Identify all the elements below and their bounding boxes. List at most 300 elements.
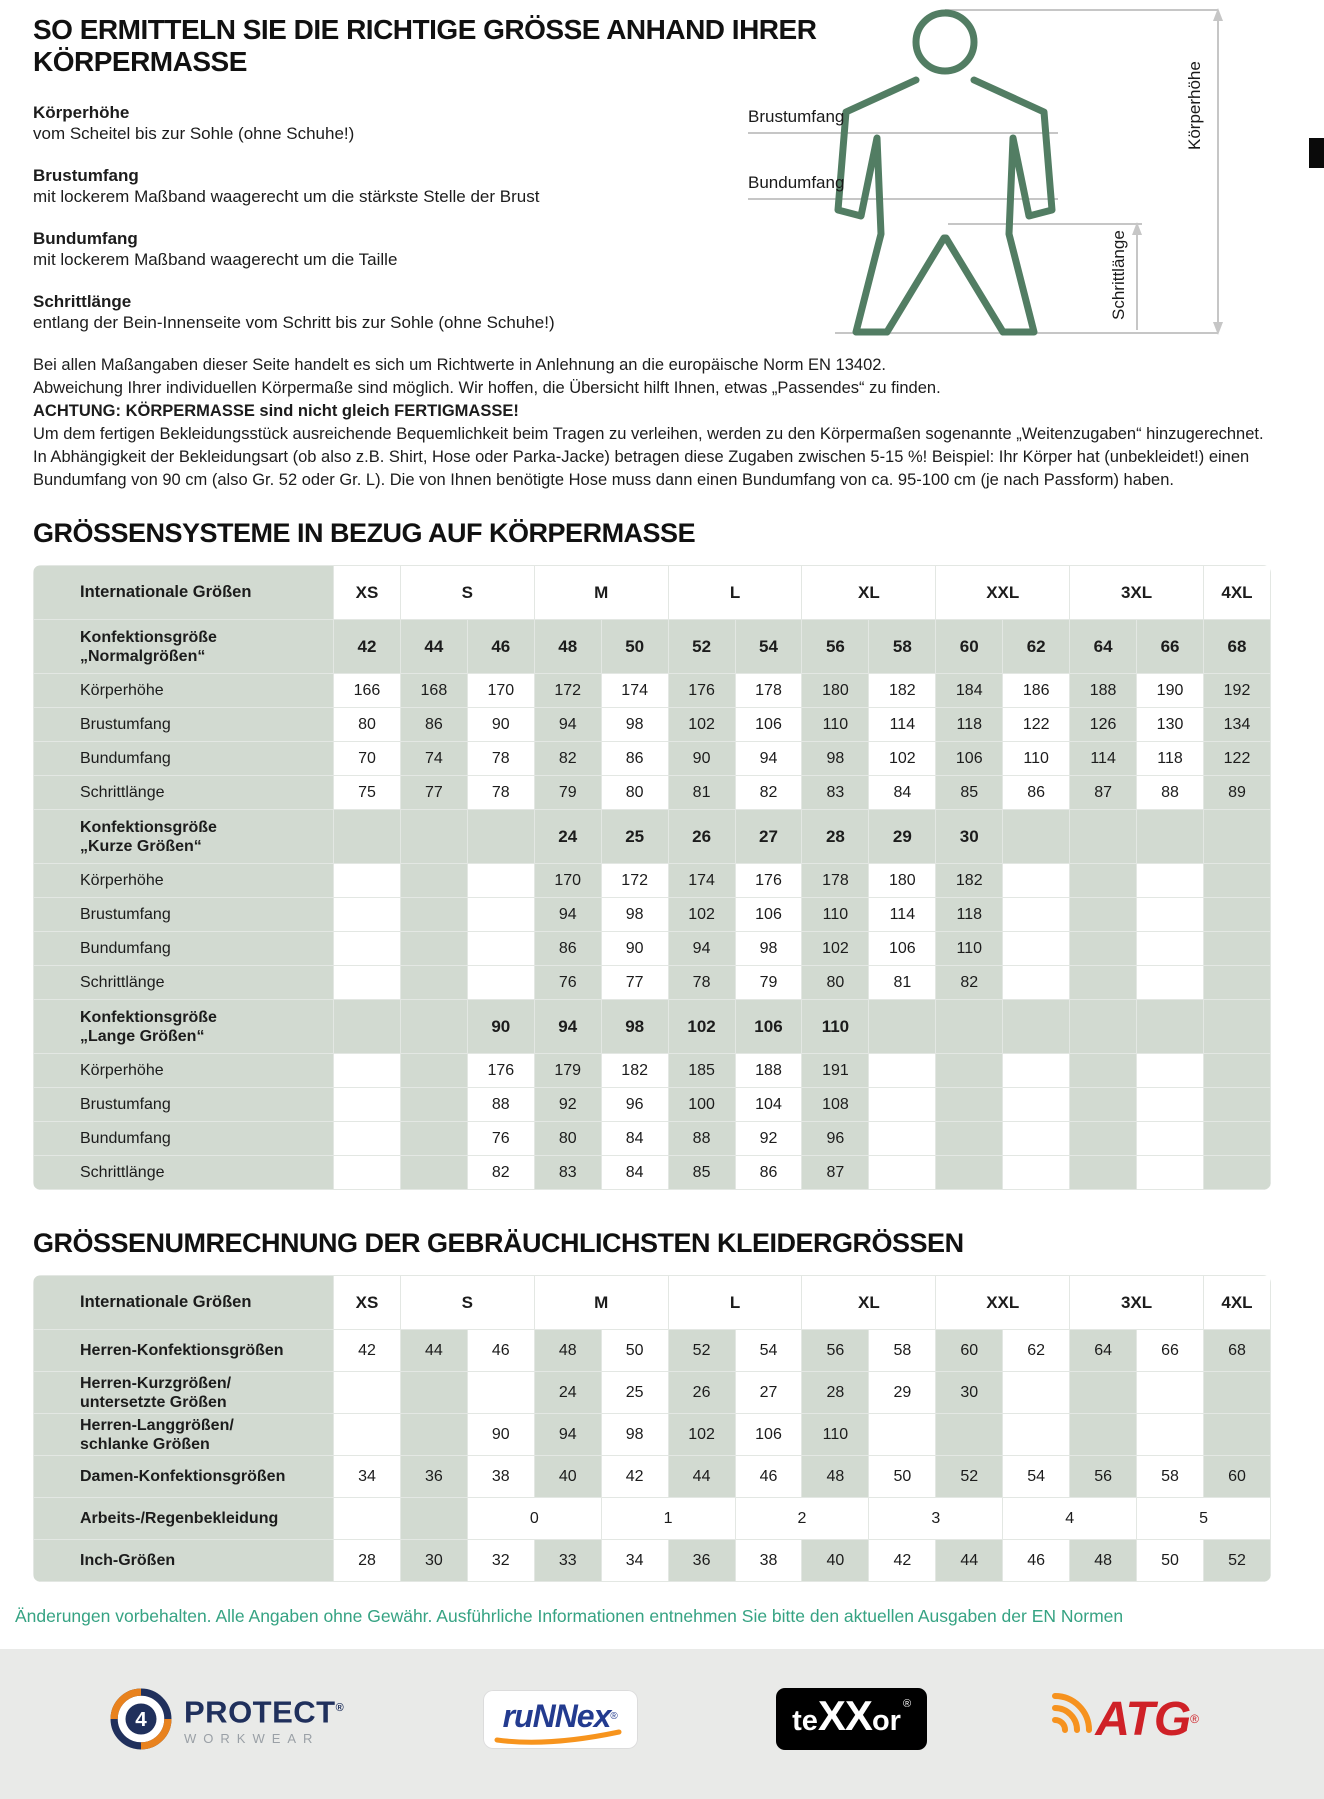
size-cell <box>1070 1156 1137 1190</box>
size-cell: 191 <box>802 1054 869 1088</box>
size-cell: 24 <box>534 1372 601 1414</box>
size-cell: 184 <box>936 674 1003 708</box>
size-cell: 106 <box>936 742 1003 776</box>
size-cell <box>1203 810 1270 864</box>
size-cell: 26 <box>668 810 735 864</box>
size-group-header: 4XL <box>1203 566 1270 620</box>
size-cell <box>334 864 401 898</box>
size-cell: 84 <box>601 1122 668 1156</box>
label-bundumfang: Bundumfang <box>748 173 845 192</box>
size-cell: 58 <box>1137 1456 1204 1498</box>
size-cell: 48 <box>534 1330 601 1372</box>
size-cell <box>936 1054 1003 1088</box>
size-cell: 68 <box>1203 620 1270 674</box>
size-cell: 102 <box>869 742 936 776</box>
size-cell: 110 <box>936 932 1003 966</box>
size-cell: 102 <box>668 1000 735 1054</box>
size-cell <box>936 1088 1003 1122</box>
size-cell: 90 <box>467 1414 534 1456</box>
size-cell <box>334 932 401 966</box>
size-cell: 38 <box>467 1456 534 1498</box>
size-cell: 40 <box>802 1540 869 1582</box>
size-cell <box>400 1414 467 1456</box>
registered-icon: ® <box>335 1702 345 1715</box>
size-cell: 122 <box>1203 742 1270 776</box>
size-cell: 90 <box>467 1000 534 1054</box>
size-cell: 24 <box>534 810 601 864</box>
size-cell <box>400 966 467 1000</box>
size-cell: 98 <box>735 932 802 966</box>
size-cell: 182 <box>601 1054 668 1088</box>
size-cell <box>1203 864 1270 898</box>
size-cell: 77 <box>400 776 467 810</box>
size-cell <box>467 810 534 864</box>
size-cell: 75 <box>334 776 401 810</box>
size-cell <box>1070 1414 1137 1456</box>
size-cell: 86 <box>735 1156 802 1190</box>
size-cell <box>1137 1414 1204 1456</box>
size-cell: 62 <box>1003 620 1070 674</box>
size-cell: 34 <box>601 1540 668 1582</box>
note-line: Abweichung Ihrer individuellen Körpermaße sind möglich. Wir hoffen, die Übersicht hilft Ihnen, etwas „Passendes“ zu finden. <box>33 379 941 397</box>
size-cell: 190 <box>1137 674 1204 708</box>
size-cell: 110 <box>802 1414 869 1456</box>
size-group-header: 3XL <box>1070 1276 1204 1330</box>
size-cell: 180 <box>869 864 936 898</box>
atg-arcs-icon <box>1047 1674 1111 1734</box>
size-group-header: M <box>534 566 668 620</box>
size-cell: 83 <box>534 1156 601 1190</box>
size-cell <box>869 1088 936 1122</box>
size-cell <box>1203 1088 1270 1122</box>
page-edge-tab <box>1309 138 1324 168</box>
size-cell <box>1137 1088 1204 1122</box>
size-cell: 98 <box>601 1414 668 1456</box>
size-cell <box>334 1088 401 1122</box>
size-cell <box>1003 1000 1070 1054</box>
size-cell: 106 <box>869 932 936 966</box>
size-cell: 30 <box>936 810 1003 864</box>
size-cell <box>400 898 467 932</box>
measure-desc: mit lockerem Maßband waagerecht um die Taille <box>33 250 398 269</box>
size-cell: 4 <box>1003 1498 1137 1540</box>
size-cell: 1 <box>601 1498 735 1540</box>
size-cell <box>1203 1122 1270 1156</box>
row-label: Arbeits-/Regenbekleidung <box>34 1498 334 1540</box>
size-cell <box>400 1000 467 1054</box>
row-label: Schrittlänge <box>34 776 334 810</box>
size-cell: 46 <box>1003 1540 1070 1582</box>
size-cell: 96 <box>802 1122 869 1156</box>
size-cell: 186 <box>1003 674 1070 708</box>
size-cell <box>1070 1088 1137 1122</box>
size-cell: 185 <box>668 1054 735 1088</box>
size-cell: 118 <box>936 898 1003 932</box>
size-cell <box>334 898 401 932</box>
size-cell <box>1070 1000 1137 1054</box>
size-cell <box>400 1054 467 1088</box>
size-cell: 85 <box>668 1156 735 1190</box>
size-cell: 102 <box>668 1414 735 1456</box>
size-table-title: GRÖSSENSYSTEME IN BEZUG AUF KÖRPERMASSE <box>33 518 696 548</box>
row-label: Herren-Konfektionsgrößen <box>34 1330 334 1372</box>
size-cell <box>1003 1054 1070 1088</box>
size-cell: 36 <box>668 1540 735 1582</box>
size-cell: 66 <box>1137 1330 1204 1372</box>
row-label: Körperhöhe <box>34 1054 334 1088</box>
size-cell: 110 <box>802 898 869 932</box>
size-cell: 134 <box>1203 708 1270 742</box>
size-cell: 78 <box>467 742 534 776</box>
size-cell <box>1070 1122 1137 1156</box>
size-cell: 172 <box>534 674 601 708</box>
row-label: Brustumfang <box>34 1088 334 1122</box>
table-corner-label: Internationale Größen <box>34 566 334 620</box>
size-cell: 44 <box>400 1330 467 1372</box>
row-label: Schrittlänge <box>34 1156 334 1190</box>
size-cell: 172 <box>601 864 668 898</box>
size-cell: 0 <box>467 1498 601 1540</box>
size-cell: 33 <box>534 1540 601 1582</box>
size-cell: 182 <box>936 864 1003 898</box>
size-cell: 62 <box>1003 1330 1070 1372</box>
size-cell <box>1070 1054 1137 1088</box>
size-group-header: 4XL <box>1203 1276 1270 1330</box>
size-cell: 114 <box>869 898 936 932</box>
size-cell <box>1003 1372 1070 1414</box>
size-cell: 90 <box>467 708 534 742</box>
size-cell <box>1003 864 1070 898</box>
size-cell: 54 <box>735 1330 802 1372</box>
size-cell: 52 <box>668 620 735 674</box>
size-cell: 102 <box>668 708 735 742</box>
logo-atg <box>1065 1692 1199 1747</box>
size-group-header: L <box>668 1276 802 1330</box>
row-label: Damen-Konfektionsgrößen <box>34 1456 334 1498</box>
size-group-header: 3XL <box>1070 566 1204 620</box>
size-cell: 86 <box>601 742 668 776</box>
note-line: Um dem fertigen Bekleidungsstück ausreichende Bequemlichkeit beim Tragen zu verleihen, werden zu den Körpermaßen sogenannte „Weitenzugaben“ hinzugerechnet. <box>33 425 1264 443</box>
size-cell: 106 <box>735 898 802 932</box>
size-cell <box>400 1498 467 1540</box>
size-cell: 188 <box>735 1054 802 1088</box>
measure-term: Bundumfang <box>33 229 138 248</box>
size-cell: 98 <box>601 898 668 932</box>
size-cell: 32 <box>467 1540 534 1582</box>
row-label: Bundumfang <box>34 932 334 966</box>
size-cell: 88 <box>467 1088 534 1122</box>
size-cell: 114 <box>869 708 936 742</box>
size-cell <box>1137 1156 1204 1190</box>
protect-badge-number: 4 <box>135 1708 147 1732</box>
size-cell <box>467 898 534 932</box>
size-cell <box>1137 810 1204 864</box>
size-cell: 58 <box>869 620 936 674</box>
row-label: Inch-Größen <box>34 1540 334 1582</box>
size-group-header: XXL <box>936 1276 1070 1330</box>
size-cell <box>1070 810 1137 864</box>
logo-protect <box>110 1688 344 1750</box>
size-group-header: XL <box>802 566 936 620</box>
size-cell: 50 <box>601 620 668 674</box>
size-cell: 88 <box>1137 776 1204 810</box>
size-cell: 174 <box>668 864 735 898</box>
size-cell: 102 <box>668 898 735 932</box>
size-cell: 30 <box>400 1540 467 1582</box>
size-cell <box>1203 1054 1270 1088</box>
size-cell: 44 <box>936 1540 1003 1582</box>
size-cell <box>400 1156 467 1190</box>
size-group-header: XS <box>334 1276 401 1330</box>
size-cell: 98 <box>601 1000 668 1054</box>
disclaimer: Änderungen vorbehalten. Alle Angaben ohne Gewähr. Ausführliche Informationen entnehmen Sie bitte den aktuellen Ausgaben der EN Normen <box>15 1606 1124 1626</box>
size-cell <box>1137 864 1204 898</box>
size-cell <box>400 1088 467 1122</box>
size-cell: 118 <box>1137 742 1204 776</box>
size-cell: 106 <box>735 1000 802 1054</box>
size-cell: 46 <box>467 1330 534 1372</box>
size-cell: 52 <box>668 1330 735 1372</box>
note-line: Bundumfang von 90 cm (also Gr. 52 oder Gr. L). Die von Ihnen benötigte Hose muss dann einen Bundumfang von ca. 95-100 cm (je nach Passform) haben. <box>33 471 1174 489</box>
size-cell: 80 <box>534 1122 601 1156</box>
size-cell: 170 <box>534 864 601 898</box>
size-group-header: L <box>668 566 802 620</box>
size-cell: 42 <box>869 1540 936 1582</box>
size-cell <box>869 1000 936 1054</box>
size-cell: 89 <box>1203 776 1270 810</box>
conversion-table-wrap <box>33 1275 1271 1582</box>
size-cell: 88 <box>668 1122 735 1156</box>
size-cell: 25 <box>601 1372 668 1414</box>
size-cell <box>1070 898 1137 932</box>
size-cell: 90 <box>668 742 735 776</box>
size-cell: 28 <box>802 1372 869 1414</box>
size-cell: 52 <box>1203 1540 1270 1582</box>
runnex-wordmark: ruNNex <box>502 1697 611 1734</box>
size-cell: 82 <box>735 776 802 810</box>
size-cell: 68 <box>1203 1330 1270 1372</box>
size-cell: 170 <box>467 674 534 708</box>
size-cell <box>334 1000 401 1054</box>
size-cell: 44 <box>400 620 467 674</box>
row-label: Brustumfang <box>34 708 334 742</box>
size-conversion-table <box>33 1275 1271 1582</box>
size-cell: 28 <box>334 1540 401 1582</box>
label-brustumfang: Brustumfang <box>748 107 845 126</box>
texxor-wordmark: te <box>792 1705 818 1737</box>
size-cell <box>1003 1414 1070 1456</box>
logo-runnex <box>483 1690 638 1749</box>
row-label: Konfektionsgröße „Kurze Größen“ <box>34 810 334 864</box>
size-cell: 5 <box>1137 1498 1271 1540</box>
size-cell: 50 <box>1137 1540 1204 1582</box>
size-cell <box>936 1156 1003 1190</box>
size-cell: 76 <box>534 966 601 1000</box>
size-cell <box>334 966 401 1000</box>
size-group-header: S <box>400 1276 534 1330</box>
size-cell <box>467 932 534 966</box>
size-table-wrap <box>33 565 1271 1190</box>
row-label: Bundumfang <box>34 1122 334 1156</box>
size-cell: 56 <box>802 1330 869 1372</box>
size-cell: 58 <box>869 1330 936 1372</box>
size-cell <box>334 1498 401 1540</box>
conversion-table-title: GRÖSSENUMRECHNUNG DER GEBRÄUCHLICHSTEN KLEIDERGRÖSSEN <box>33 1228 964 1258</box>
size-cell <box>467 966 534 1000</box>
size-cell: 27 <box>735 810 802 864</box>
size-cell: 76 <box>467 1122 534 1156</box>
size-cell: 56 <box>802 620 869 674</box>
size-cell: 86 <box>534 932 601 966</box>
size-cell <box>1137 932 1204 966</box>
size-cell: 52 <box>936 1456 1003 1498</box>
protect-wordmark: PROTECT® <box>184 1694 345 1730</box>
size-cell: 34 <box>334 1456 401 1498</box>
protect-subtitle: WORKWEAR <box>184 1730 320 1746</box>
size-cell <box>1003 898 1070 932</box>
size-cell <box>400 810 467 864</box>
measure-term: Körperhöhe <box>33 103 130 122</box>
size-cell: 50 <box>601 1330 668 1372</box>
size-cell: 56 <box>1070 1456 1137 1498</box>
size-cell: 114 <box>1070 742 1137 776</box>
size-cell: 54 <box>735 620 802 674</box>
size-cell: 180 <box>802 674 869 708</box>
size-cell: 26 <box>668 1372 735 1414</box>
size-cell: 108 <box>802 1088 869 1122</box>
size-cell: 94 <box>534 1000 601 1054</box>
size-cell: 92 <box>735 1122 802 1156</box>
size-cell: 178 <box>735 674 802 708</box>
size-cell: 176 <box>668 674 735 708</box>
size-cell: 122 <box>1003 708 1070 742</box>
measure-desc: entlang der Bein-Innenseite vom Schritt bis zur Sohle (ohne Schuhe!) <box>33 313 555 332</box>
size-systems-table <box>33 565 1271 1190</box>
size-cell <box>334 1054 401 1088</box>
size-cell: 44 <box>668 1456 735 1498</box>
size-cell: 98 <box>802 742 869 776</box>
size-cell: 192 <box>1203 674 1270 708</box>
size-cell <box>1003 1122 1070 1156</box>
label-koerperhoehe: Körperhöhe <box>1185 61 1204 150</box>
measure-desc: mit lockerem Maßband waagerecht um die stärkste Stelle der Brust <box>33 187 540 206</box>
size-cell <box>1137 1372 1204 1414</box>
size-cell: 46 <box>467 620 534 674</box>
size-cell <box>400 932 467 966</box>
size-cell: 77 <box>601 966 668 1000</box>
size-cell <box>1203 932 1270 966</box>
size-cell: 110 <box>802 708 869 742</box>
size-cell: 126 <box>1070 708 1137 742</box>
size-cell <box>936 1000 1003 1054</box>
size-cell: 79 <box>534 776 601 810</box>
size-cell: 110 <box>802 1000 869 1054</box>
size-cell: 78 <box>668 966 735 1000</box>
size-cell <box>936 1122 1003 1156</box>
size-cell: 54 <box>1003 1456 1070 1498</box>
size-cell: 48 <box>534 620 601 674</box>
table-corner-label: Internationale Größen <box>34 1276 334 1330</box>
size-cell <box>1137 966 1204 1000</box>
size-cell: 42 <box>334 620 401 674</box>
size-cell: 46 <box>735 1456 802 1498</box>
size-cell: 79 <box>735 966 802 1000</box>
size-cell: 87 <box>1070 776 1137 810</box>
intro-note <box>33 354 1271 492</box>
size-cell <box>400 1122 467 1156</box>
size-cell <box>400 1372 467 1414</box>
registered-icon: ® <box>610 1710 618 1722</box>
measure-desc: vom Scheitel bis zur Sohle (ohne Schuhe!) <box>33 124 355 143</box>
row-label: Konfektionsgröße „Normalgrößen“ <box>34 620 334 674</box>
size-cell: 176 <box>467 1054 534 1088</box>
size-cell: 81 <box>668 776 735 810</box>
size-cell <box>1003 966 1070 1000</box>
logo-texxor: te XX or ® <box>776 1688 927 1750</box>
size-cell: 100 <box>668 1088 735 1122</box>
size-cell <box>1203 1414 1270 1456</box>
size-cell: 87 <box>802 1156 869 1190</box>
row-label: Körperhöhe <box>34 674 334 708</box>
size-cell <box>1203 1156 1270 1190</box>
size-cell: 102 <box>802 932 869 966</box>
size-cell <box>334 810 401 864</box>
note-line: Bei allen Maßangaben dieser Seite handelt es sich um Richtwerte in Anlehnung an die europäische Norm EN 13402. <box>33 356 887 374</box>
size-cell <box>1203 898 1270 932</box>
registered-icon: ® <box>1190 1712 1199 1726</box>
size-cell: 176 <box>735 864 802 898</box>
size-cell: 188 <box>1070 674 1137 708</box>
size-cell: 80 <box>601 776 668 810</box>
size-cell: 84 <box>601 1156 668 1190</box>
measure-term: Brustumfang <box>33 166 139 185</box>
size-cell: 27 <box>735 1372 802 1414</box>
size-cell: 94 <box>668 932 735 966</box>
size-cell <box>1003 932 1070 966</box>
size-group-header: XXL <box>936 566 1070 620</box>
row-label: Schrittlänge <box>34 966 334 1000</box>
measure-definitions <box>33 102 733 333</box>
label-schrittlaenge: Schrittlänge <box>1109 230 1128 320</box>
page-title: SO ERMITTELN SIE DIE RICHTIGE GRÖSSE ANHAND IHRER KÖRPERMASSE <box>33 14 817 77</box>
row-label: Herren-Kurzgrößen/ untersetzte Größen <box>34 1372 334 1414</box>
size-cell: 182 <box>869 674 936 708</box>
size-cell: 82 <box>936 966 1003 1000</box>
size-cell <box>1070 864 1137 898</box>
size-cell <box>1137 1000 1204 1054</box>
size-cell: 30 <box>936 1372 1003 1414</box>
size-cell: 94 <box>735 742 802 776</box>
size-cell: 90 <box>601 932 668 966</box>
size-cell: 98 <box>601 708 668 742</box>
size-cell: 86 <box>1003 776 1070 810</box>
size-cell: 106 <box>735 1414 802 1456</box>
size-group-header: S <box>400 566 534 620</box>
size-cell: 94 <box>534 708 601 742</box>
size-cell <box>1070 1372 1137 1414</box>
size-cell: 130 <box>1137 708 1204 742</box>
row-label: Brustumfang <box>34 898 334 932</box>
size-cell: 86 <box>400 708 467 742</box>
size-cell <box>1203 1372 1270 1414</box>
size-cell <box>334 1414 401 1456</box>
size-cell: 94 <box>534 1414 601 1456</box>
size-cell: 29 <box>869 810 936 864</box>
size-cell: 83 <box>802 776 869 810</box>
size-cell: 82 <box>467 1156 534 1190</box>
row-label: Herren-Langgrößen/ schlanke Größen <box>34 1414 334 1456</box>
size-cell: 81 <box>869 966 936 1000</box>
